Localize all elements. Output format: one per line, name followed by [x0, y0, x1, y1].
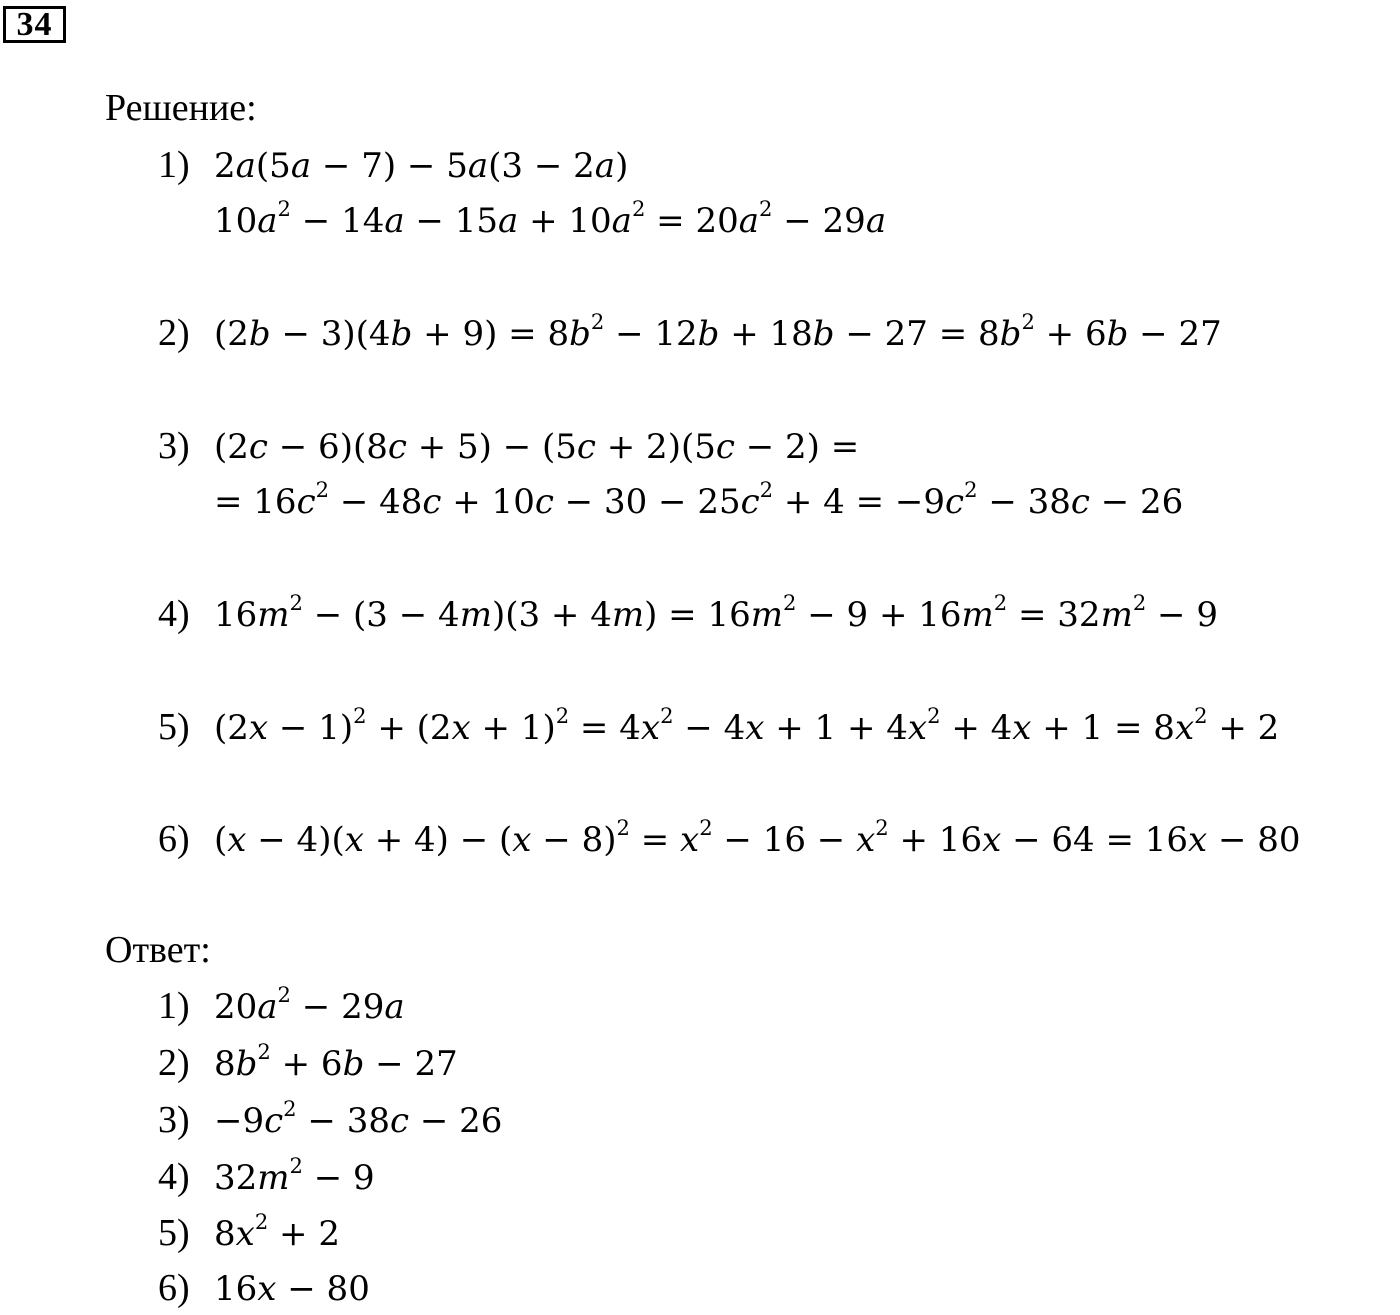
math-expression: $16m^2 - (3 - 4m)(3 + 4m) = 16m^2 - 9 + 16m^2 = 32m^2 - 9$: [214, 590, 1218, 635]
answer-item-2: [158, 1041, 458, 1085]
math-expression: $8b^2 + 6b - 27$: [214, 1039, 458, 1084]
solution-item-4: [158, 592, 1218, 636]
solution-item-6: [158, 817, 1301, 861]
item-number: 5): [158, 706, 190, 748]
item-number: 3): [158, 425, 190, 467]
answer-heading: Ответ:: [105, 929, 211, 971]
math-expression: $8x^2 + 2$: [214, 1209, 340, 1254]
answer-item-3: [158, 1098, 502, 1142]
solution-item-3: [158, 424, 859, 468]
solution-heading: Решение:: [105, 87, 257, 129]
answer-item-5: [158, 1211, 340, 1255]
item-number: 1): [158, 144, 190, 186]
item-number: 2): [158, 312, 190, 354]
math-expression: $32m^2 - 9$: [214, 1153, 375, 1198]
math-expression: $20a^2 - 29a$: [214, 982, 405, 1027]
solution-item-1: [158, 143, 628, 187]
math-expression: (2c − 6)(8c + 5) − (5c + 2)(5c − 2) =: [214, 427, 860, 467]
math-expression: $(2b - 3)(4b + 9) = 8b^2 - 12b + 18b - 27 = 8b^2 + 6b - 27$: [214, 309, 1222, 354]
answer-item-1: [158, 984, 405, 1028]
item-number: 1): [158, 985, 190, 1027]
item-number: 5): [158, 1212, 190, 1254]
item-number: 4): [158, 1156, 190, 1198]
answer-item-6: [158, 1266, 370, 1310]
item-number: 6): [158, 1267, 190, 1309]
solution-item-2: [158, 311, 1222, 355]
math-expression: $-9c^2 - 38c - 26$: [214, 1096, 503, 1141]
answer-item-4: [158, 1155, 375, 1199]
item-number: 2): [158, 1042, 190, 1084]
solution-item-5: [158, 705, 1279, 749]
math-expression: 2a(5a − 7) − 5a(3 − 2a): [214, 146, 629, 186]
item-number: 6): [158, 818, 190, 860]
problem-number-badge: 34: [3, 6, 66, 43]
item-number: 3): [158, 1099, 190, 1141]
item-number: 4): [158, 593, 190, 635]
math-expression: $(2x - 1)^2 + (2x + 1)^2 = 4x^2 - 4x + 1 + 4x^2 + 4x + 1 = 8x^2 + 2$: [214, 703, 1280, 748]
solution-item-1-line-2: $10a^2 - 14a - 15a + 10a^2 = 20a^2 - 29a$: [214, 196, 887, 241]
math-expression: $(x - 4)(x + 4) - (x - 8)^2 = x^2 - 16 - x^2 + 16x - 64 = 16x - 80$: [214, 815, 1301, 860]
math-expression: 16x − 80: [214, 1269, 370, 1309]
solution-item-3-line-2: = $16c^2 - 48c + 10c - 30 - 25c^2 + 4 = -9c^2 - 38c - 26$: [214, 477, 1184, 522]
